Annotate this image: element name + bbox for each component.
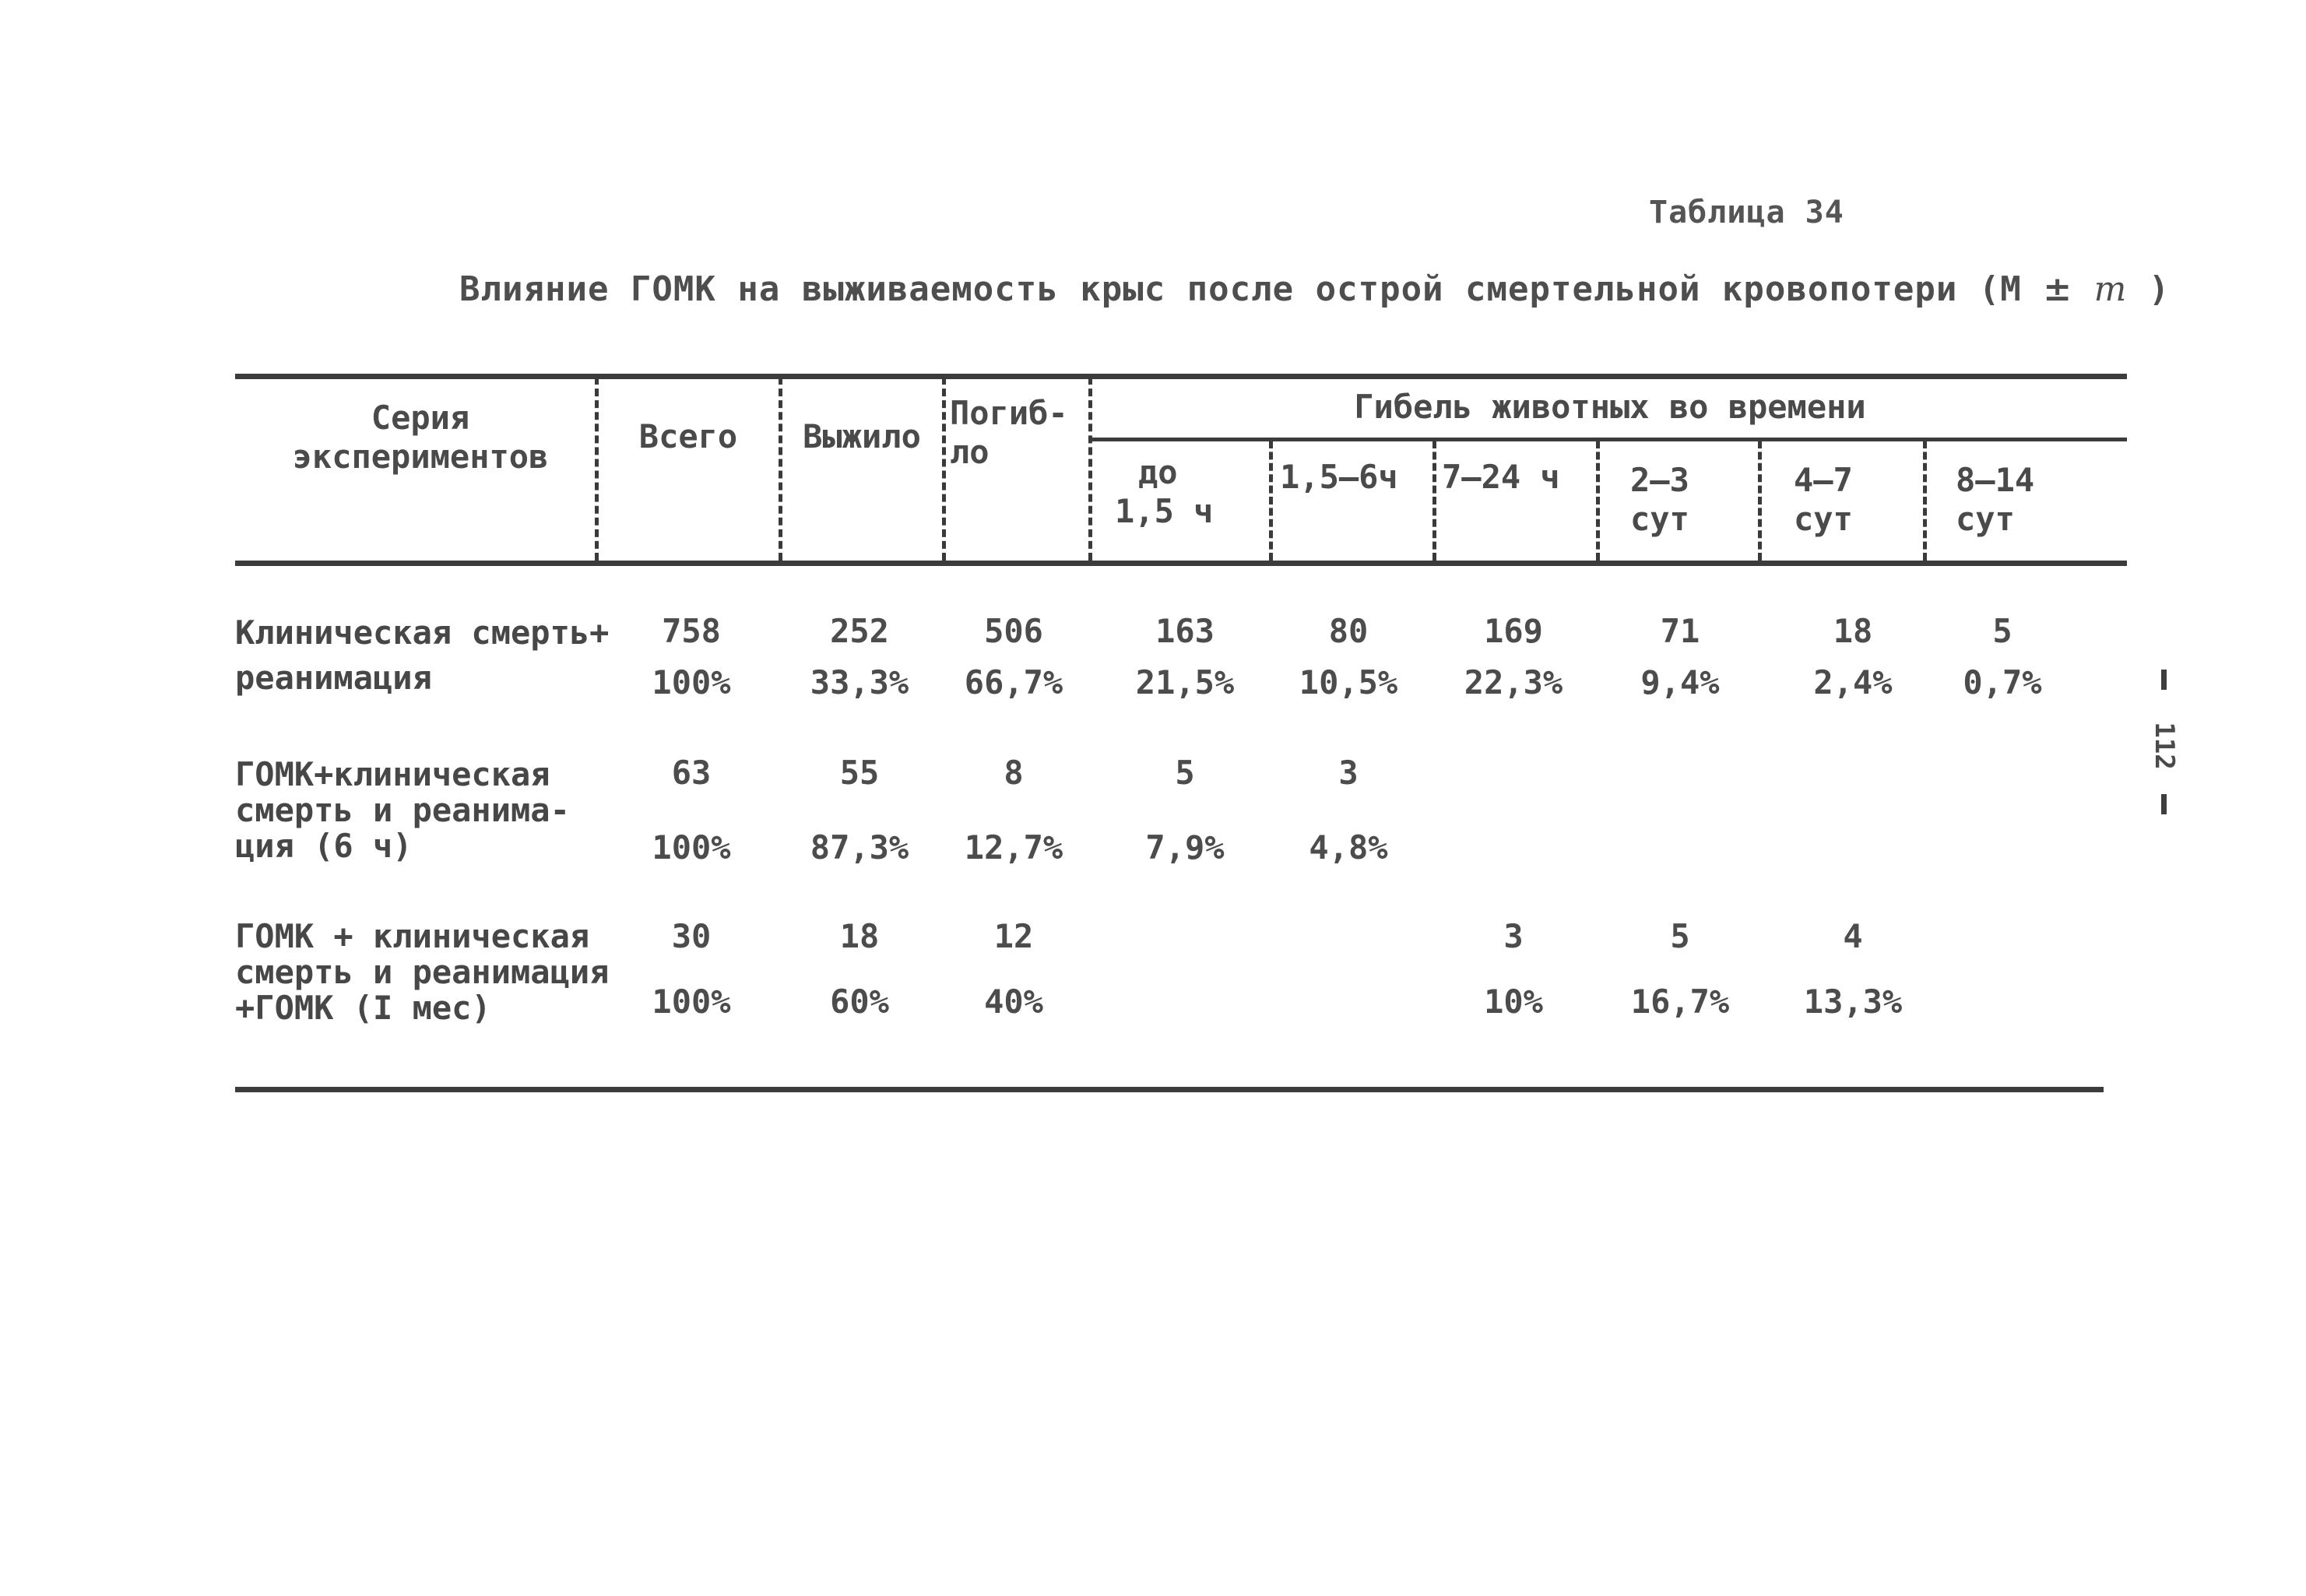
divider-period-4 — [1758, 441, 1762, 561]
row-1-percent-col-9: 0,7% — [1963, 663, 2042, 701]
row-2-percent-col-5: 4,8% — [1309, 828, 1388, 867]
header-period-6 — [1956, 461, 2034, 539]
row-1-count-col-8: 18 — [1833, 612, 1873, 650]
header-died-line-2: ло — [950, 433, 990, 471]
row-1-count-col-5: 80 — [1328, 612, 1369, 650]
header-survived: Выжило — [803, 417, 921, 455]
table-number-label: Таблица 34 — [1649, 195, 1844, 230]
table-title-text: Влияние ГОМК на выживаемость крыс после острой смертельной кровопотери (М — [459, 269, 2022, 309]
row-2-count-col-1: 63 — [671, 754, 712, 792]
row-2-series-line-1: ГОМК+клиническая — [235, 755, 550, 793]
table-top-rule — [235, 374, 2127, 379]
row-1-series-line-1: Клиническая смерть+ — [235, 613, 610, 652]
header-period-5-line-1: 4–7 — [1794, 461, 1853, 499]
row-3-percent-col-8: 13,3% — [1803, 983, 1903, 1021]
row-1-percent-col-5: 10,5% — [1299, 663, 1398, 701]
row-1-count-col-4: 163 — [1155, 612, 1215, 650]
row-2-count-col-2: 55 — [839, 754, 880, 792]
header-period-1-line-2: 1,5 ч — [1115, 492, 1214, 530]
row-3-count-col-3: 12 — [993, 917, 1034, 955]
divider-total-survived — [779, 377, 782, 561]
divider-period-1 — [1269, 441, 1273, 561]
row-2-series-line-3: ция (6 ч) — [235, 827, 413, 865]
header-period-4-line-2: сут — [1630, 500, 1689, 538]
row-3-count-col-6: 3 — [1503, 917, 1524, 955]
row-2-percent-col-3: 12,7% — [964, 828, 1063, 867]
header-period-5-line-2: сут — [1794, 500, 1853, 538]
header-period-4 — [1630, 461, 1689, 539]
row-2-percent-col-4: 7,9% — [1145, 828, 1225, 867]
divider-period-5 — [1923, 441, 1927, 561]
divider-survived-died — [942, 377, 946, 561]
header-died — [950, 394, 1068, 472]
row-1-count-col-7: 71 — [1660, 612, 1700, 650]
row-3-percent-col-7: 16,7% — [1630, 983, 1730, 1021]
row-1-percent-col-3: 66,7% — [964, 663, 1063, 701]
header-died-line-1: Погиб- — [950, 394, 1068, 432]
header-total: Всего — [638, 417, 738, 455]
row-3-percent-col-2: 60% — [830, 983, 889, 1021]
row-1-series — [235, 610, 609, 701]
row-1-count-col-1: 758 — [662, 612, 721, 650]
plus-minus-symbol: ± — [2043, 269, 2073, 309]
row-1-count-col-9: 5 — [1992, 612, 2012, 650]
row-3-percent-col-6: 10% — [1484, 983, 1543, 1021]
page-number-dash-top — [2161, 670, 2167, 690]
row-1-percent-col-6: 22,3% — [1464, 663, 1563, 701]
header-period-4-line-1: 2–3 — [1630, 461, 1689, 499]
row-3-series-line-3: +ГОМК (I мес) — [235, 989, 491, 1027]
row-3-percent-col-1: 100% — [652, 983, 731, 1021]
table-title — [459, 269, 2170, 309]
header-period-6-line-1: 8–14 — [1956, 461, 2035, 499]
page-number-text: 112 — [2149, 722, 2180, 770]
row-3-percent-col-3: 40% — [984, 983, 1043, 1021]
header-period-1-line-1: до — [1138, 453, 1178, 491]
row-2-count-col-3: 8 — [1004, 754, 1024, 792]
row-2-count-col-5: 3 — [1338, 754, 1359, 792]
divider-period-2 — [1432, 441, 1436, 561]
title-m-symbol: m — [2093, 269, 2128, 309]
row-3-count-col-2: 18 — [839, 917, 880, 955]
row-1-percent-col-4: 21,5% — [1135, 663, 1235, 701]
header-bottom-rule — [235, 561, 2127, 566]
row-2-series — [235, 757, 570, 864]
row-1-percent-col-8: 2,4% — [1813, 663, 1893, 701]
header-death-group: Гибель животных во времени — [1354, 388, 1866, 426]
header-series — [257, 399, 584, 476]
row-3-count-col-8: 4 — [1843, 917, 1863, 955]
row-3-count-col-7: 5 — [1670, 917, 1690, 955]
row-1-series-line-2: реанимация — [235, 659, 432, 697]
row-3-series-line-2: смерть и реанимация — [235, 953, 610, 991]
row-3-count-col-1: 30 — [671, 917, 712, 955]
table-bottom-rule — [235, 1087, 2104, 1092]
header-series-line-2: экспериментов — [292, 438, 549, 476]
row-3-series-line-1: ГОМК + клиническая — [235, 917, 590, 955]
header-period-5 — [1794, 461, 1853, 539]
row-1-percent-col-1: 100% — [652, 663, 731, 701]
header-period-1 — [1115, 453, 1213, 531]
row-1-count-col-6: 169 — [1484, 612, 1543, 650]
row-3-series — [235, 919, 609, 1026]
divider-died-group — [1088, 377, 1092, 561]
header-period-3 — [1442, 458, 1560, 497]
header-period-6-line-2: сут — [1956, 500, 2015, 538]
header-series-line-1: Серия — [371, 399, 470, 437]
row-1-percent-col-7: 9,4% — [1640, 663, 1720, 701]
page-number-dash-bottom — [2161, 794, 2167, 814]
divider-series-total — [595, 377, 599, 561]
row-1-count-col-2: 252 — [830, 612, 889, 650]
row-2-percent-col-2: 87,3% — [810, 828, 909, 867]
row-2-count-col-4: 5 — [1175, 754, 1195, 792]
title-close-paren: ) — [2148, 269, 2171, 309]
header-period-3-line-1: 7–24 ч — [1442, 458, 1560, 496]
divider-period-3 — [1596, 441, 1600, 561]
page-number — [2150, 670, 2181, 817]
header-period-2 — [1280, 458, 1398, 497]
header-period-2-line-1: 1,5–6ч — [1280, 458, 1398, 496]
row-2-percent-col-1: 100% — [652, 828, 731, 867]
group-header-rule — [1088, 438, 2127, 441]
row-1-count-col-3: 506 — [984, 612, 1043, 650]
row-2-series-line-2: смерть и реанима- — [235, 791, 570, 829]
row-1-percent-col-2: 33,3% — [810, 663, 909, 701]
